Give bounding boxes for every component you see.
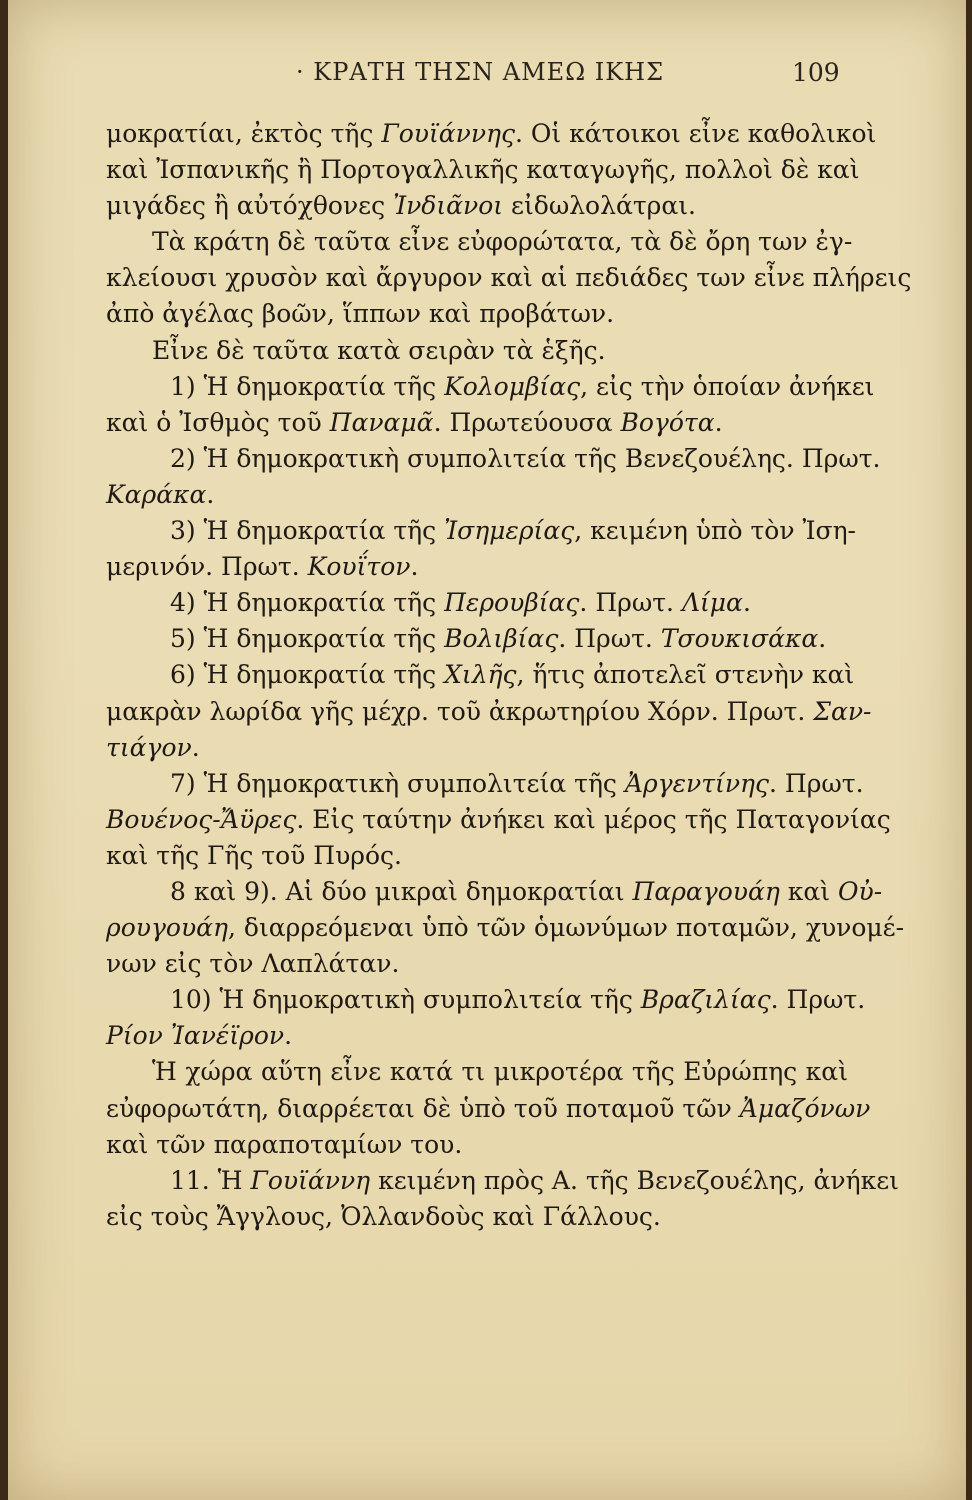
- text-line: καὶ τῶν παραποταμίων του.: [106, 1129, 463, 1159]
- text-line: μακρὰν λωρίδα γῆς μέχρ. τοῦ ἀκρωτηρίου Χόρν. Πρωτ. Σαν-: [106, 696, 872, 726]
- text-line: ἀπὸ ἀγέλας βοῶν, ἵππων καὶ προβάτων.: [106, 299, 615, 329]
- list-item-line: 8 καὶ 9). Αἱ δύο μικραὶ δημοκρατίαι Παραγουάη καὶ Οὐ-: [170, 876, 883, 906]
- text-line: μιγάδες ἢ αὐτόχθονες Ἰνδιᾶνοι εἰδωλολάτραι.: [106, 191, 696, 221]
- text-line: Τὰ κράτη δὲ ταῦτα εἶνε εὐφορώτατα, τὰ δὲ ὄρη των ἐγ-: [152, 227, 853, 257]
- text-line: μερινόν. Πρωτ. Κουΐτον.: [106, 552, 419, 582]
- text-line: κλείουσι χρυσὸν καὶ ἄργυρον καὶ αἱ πεδιάδες των εἶνε πλήρεις: [106, 263, 912, 293]
- text-line: νων εἰς τὸν Λαπλάταν.: [106, 949, 400, 979]
- text-line: ρουγουάη, διαρρεόμεναι ὑπὸ τῶν ὁμωνύμων ποταμῶν, χυνομέ-: [106, 913, 905, 943]
- page-header: [8, 58, 966, 94]
- list-item-line: 3) Ἡ δημοκρατία τῆς Ἰσημερίας, κειμένη ὑπὸ τὸν Ἰση-: [170, 516, 856, 546]
- list-item-line: 1) Ἡ δημοκρατία τῆς Κολομβίας, εἰς τὴν ὁποίαν ἀνήκει: [170, 371, 875, 401]
- text-line: Βουένος-Ἄϋρες. Εἰς ταύτην ἀνήκει καὶ μέρος τῆς Παταγονίας: [106, 804, 891, 834]
- running-title: · ΚΡΑΤΗ ΤΗΣΝ ΑΜΕΩ ΙΚΗΣ: [296, 58, 665, 86]
- text-line: καὶ ὁ Ἰσθμὸς τοῦ Παναμᾶ. Πρωτεύουσα Βογότα.: [106, 407, 723, 437]
- list-item-line: 2) Ἡ δημοκρατικὴ συμπολιτεία τῆς Βενεζουέλης. Πρωτ.: [170, 443, 881, 473]
- list-item-line: 6) Ἡ δημοκρατία τῆς Χιλῆς, ἥτις ἀποτελεῖ στενὴν καὶ: [170, 660, 855, 690]
- body-text: [106, 116, 912, 1235]
- text-line: Ἡ χώρα αὕτη εἶνε κατά τι μικροτέρα τῆς Εὐρώπης καὶ: [152, 1057, 848, 1087]
- text-line: καὶ Ἰσπανικῆς ἢ Πορτογαλλικῆς καταγωγῆς, πολλοὶ δὲ καὶ: [106, 155, 860, 185]
- list-item-line: 5) Ἡ δημοκρατία τῆς Βολιβίας. Πρωτ. Τσουκισάκα.: [170, 624, 827, 654]
- text-line: τιάγον.: [106, 732, 200, 762]
- list-item-line: 4) Ἡ δημοκρατία τῆς Περουβίας. Πρωτ. Λίμα.: [170, 588, 751, 618]
- text-line: Καράκα.: [106, 479, 215, 509]
- text-line: εἰς τοὺς Ἄγγλους, Ὀλλανδοὺς καὶ Γάλλους.: [106, 1201, 661, 1231]
- book-page: [8, 0, 966, 1500]
- text-line: Ρίον Ἰανέϊρον.: [106, 1021, 293, 1051]
- text-line: καὶ τῆς Γῆς τοῦ Πυρός.: [106, 840, 403, 870]
- page-number: 109: [792, 58, 840, 87]
- list-item-line: 7) Ἡ δημοκρατικὴ συμπολιτεία τῆς Ἀργεντίνης. Πρωτ.: [170, 768, 864, 798]
- text-line: μοκρατίαι, ἐκτὸς τῆς Γουϊάννης. Οἱ κάτοικοι εἶνε καθολικοὶ: [106, 119, 877, 148]
- list-item-line: 10) Ἡ δημοκρατικὴ συμπολιτεία τῆς Βραζιλίας. Πρωτ.: [170, 985, 866, 1015]
- text-line: Εἶνε δὲ ταῦτα κατὰ σειρὰν τὰ ἑξῆς.: [152, 335, 606, 365]
- text-line: εὐφορωτάτη, διαρρέεται δὲ ὑπὸ τοῦ ποταμοῦ τῶν Ἀμαζόνων: [106, 1093, 871, 1123]
- list-item-line: 11. Ἡ Γουϊάννη κειμένη πρὸς Α. τῆς Βενεζουέλης, ἀνήκει: [170, 1165, 899, 1195]
